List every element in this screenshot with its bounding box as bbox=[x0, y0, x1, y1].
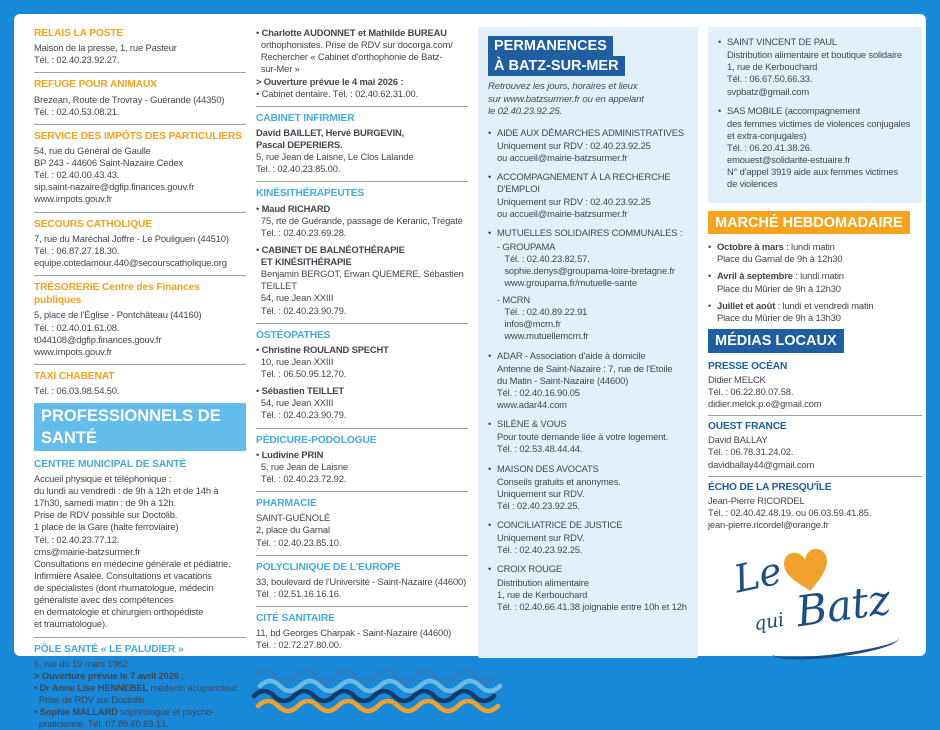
text-line: Tél. : 02.40.23.92.25. bbox=[497, 544, 583, 556]
text-line: • Christine ROULAND SPECHT bbox=[256, 343, 389, 355]
text-line: - MCRN bbox=[497, 294, 530, 306]
text-line: 54, rue Jean XXIII bbox=[256, 397, 334, 409]
bullet-dot: • bbox=[488, 349, 492, 361]
section-title: CENTRE MUNICIPAL DE SANTÉ bbox=[34, 458, 187, 470]
text-line: Conseils gratuits et anonymes. bbox=[497, 475, 621, 487]
media-section bbox=[708, 415, 922, 471]
text-line: - GROUPAMA bbox=[497, 240, 556, 252]
text-line: du lundi au vendredi : de 9h à 12h et de 14h à bbox=[34, 485, 219, 497]
section bbox=[256, 323, 468, 422]
text-line: > Ouverture prévue le 7 avril 2026 : bbox=[34, 669, 185, 681]
text-line: le 02.40.23.92.25. bbox=[488, 106, 563, 118]
text-line: 5, rue Jean de Laisne bbox=[256, 460, 348, 472]
bullet-item bbox=[488, 171, 688, 221]
section-title: TRÉSORERIE Centre des Finances publiques bbox=[34, 282, 200, 307]
text-line: David BAILLET, Hervé BURGEVIN, bbox=[256, 126, 405, 138]
permanences-banner-line2: À BATZ-SUR-MER bbox=[488, 56, 625, 76]
bullet-dot: • bbox=[488, 418, 492, 430]
medias-banner-wrap bbox=[708, 329, 922, 353]
text-line: Juillet et août : lundi et vendredi matin bbox=[717, 299, 874, 311]
text-line: ET KINÉSITHÉRAPIE bbox=[260, 256, 352, 268]
bullet-item bbox=[488, 563, 688, 613]
text-line: Tél. : 02.40.23.77.12. bbox=[34, 533, 120, 545]
section bbox=[256, 491, 468, 549]
text-line: 6, rue du 19 mars 1962 bbox=[34, 657, 128, 669]
market-item bbox=[708, 270, 922, 294]
text-line: Tél. : 02.40.23.92.27. bbox=[34, 54, 120, 66]
text-line: Pour toute demande liée à votre logement. bbox=[497, 431, 669, 443]
bullet-dot: • bbox=[488, 462, 492, 474]
item-body bbox=[497, 350, 688, 412]
text-line: Accueil physique et téléphonique : bbox=[34, 472, 172, 484]
bullet-dot: • bbox=[488, 227, 492, 239]
text-line: emouest@solidarite-estuaire.fr bbox=[727, 154, 851, 166]
item-body bbox=[497, 418, 688, 455]
text-line: Tel. : 02.40.23.85.00. bbox=[256, 163, 341, 175]
item-body bbox=[717, 270, 844, 294]
section-title: POLYCLINIQUE DE L'EUROPE bbox=[256, 561, 401, 573]
text-line: Tél. : 02.51.16.16.16. bbox=[256, 587, 342, 599]
text-line: Brezean, Route de Trovray - Guérande (44350) bbox=[34, 93, 225, 105]
text-line: et extra-conjugales) bbox=[727, 129, 807, 141]
item-body bbox=[497, 519, 688, 556]
text-line: ou accueil@mairie-batzsurmer.fr bbox=[497, 151, 628, 163]
media-section-title: PRESSE OCÉAN bbox=[708, 360, 788, 372]
text-line: Jean-Pierre RICORDEL bbox=[708, 494, 805, 506]
media-list bbox=[708, 360, 922, 532]
market-item bbox=[708, 241, 922, 265]
text-line: en dermatologie et chirurgien orthopédiste bbox=[34, 606, 204, 618]
section bbox=[34, 637, 246, 730]
item-body bbox=[497, 227, 688, 342]
text-line: Tél. : 06.87.27.18.30. bbox=[34, 244, 120, 256]
text-line: Uniquement sur RDV. bbox=[497, 487, 585, 499]
section-title: PÔLE SANTÉ « LE PALUDIER » bbox=[34, 643, 184, 655]
text-line: Tél. : 02.72.27.80.00. bbox=[256, 639, 342, 651]
text-line: > Ouverture prévue le 4 mai 2026 : bbox=[256, 75, 404, 87]
item-body bbox=[727, 105, 912, 191]
section-title: KINÉSITHÉRAPEUTES bbox=[256, 188, 365, 200]
medias-banner: MÉDIAS LOCAUX bbox=[708, 329, 844, 353]
text-line: de spécialistes (dont rhumatologue, médecin bbox=[34, 582, 214, 594]
text-line: Tél. : 02.40.00.43.43. bbox=[34, 169, 120, 181]
text-line: 1, rue de Kerbouchard bbox=[497, 588, 588, 600]
solidarity-panel bbox=[708, 27, 922, 203]
item-title: CONCILIATRICE DE JUSTICE bbox=[497, 519, 623, 531]
section bbox=[256, 181, 468, 316]
section bbox=[34, 275, 246, 358]
text-line: • CABINET DE BALNÉOTHÉRAPIE bbox=[256, 243, 405, 255]
text-line: Place du Garnal de 9h à 12h30 bbox=[717, 253, 843, 265]
column-1-services bbox=[34, 27, 246, 730]
text-line: 5, place de l'Église - Pontchâteau (44160) bbox=[34, 309, 202, 321]
banner-wrap bbox=[34, 403, 246, 451]
text-line: généraliste avec des compétences bbox=[34, 594, 174, 606]
text-line: sur-Mer » bbox=[256, 63, 300, 75]
text-line: Distribution alimentaire et boutique solidaire bbox=[727, 49, 902, 61]
text-line: des femmes victimes de violences conjugales bbox=[727, 117, 911, 129]
text-line: Tél. : 02.40.23.82.57. bbox=[497, 252, 590, 264]
text-line: 10, rue Jean XXIII bbox=[256, 355, 334, 367]
text-line: orthophonistes. Prise de RDV sur docorga.com/ bbox=[256, 39, 453, 51]
text-line: Tél : 02.40.23.92.25. bbox=[497, 499, 580, 511]
text-line: www.mutuellemcrn.fr bbox=[497, 330, 589, 342]
text-line: Tél. : 02.40.89.22.91 bbox=[497, 306, 588, 318]
text-line: infos@mcrn.fr bbox=[497, 318, 561, 330]
text-line: • Ludivine PRIN bbox=[256, 448, 324, 460]
column-4-solidarite-medias bbox=[708, 27, 922, 656]
text-line: Rechercher « Cabinet d'orthophonie de Batz- bbox=[256, 51, 443, 63]
item-title: MUTUELLES SOLIDAIRES COMMUNALES : bbox=[497, 227, 683, 239]
text-line: Tél. : 02.40.23.69.28. bbox=[256, 226, 347, 238]
section bbox=[34, 27, 246, 66]
text-line: Tél. : 02.40.23.90.79. bbox=[256, 409, 347, 421]
item-title: AIDE AUX DÉMARCHES ADMINISTRATIVES bbox=[497, 126, 684, 138]
text-line: • Charlotte AUDONNET et Mathilde BUREAU bbox=[256, 27, 447, 38]
text-line: jean-pierre.ricordel@orange.fr bbox=[708, 519, 829, 531]
logo-swash bbox=[772, 637, 901, 665]
text-line: ou accueil@mairie-batzsurmer.fr bbox=[497, 208, 628, 220]
text-line: Prise de RDV sur Doctolib. bbox=[34, 694, 147, 706]
text-line: sophie.denys@groupama-loire-bretagne.fr bbox=[497, 264, 675, 276]
media-section-title: ÉCHO DE LA PRESQU'ÎLE bbox=[708, 481, 832, 493]
text-line: Uniquement sur RDV. bbox=[497, 532, 585, 544]
section-title: PÉDICURE-PODOLOGUE bbox=[256, 434, 377, 446]
text-line: • Sophie MALLARD sophrologue et psycho- bbox=[34, 706, 215, 718]
text-line: Tél. : 02.40.66.41.38 joignable entre 10h et 12h bbox=[497, 600, 687, 612]
text-line: 17h30, samedi matin : de 9h à 12h. bbox=[34, 497, 176, 509]
text-line: 33, boulevard de l'Université - Saint-Nazaire (44600) bbox=[256, 575, 467, 587]
text-line: Tél. : 02.40.01.61.08. bbox=[34, 321, 120, 333]
text-line: Distribution alimentaire bbox=[497, 576, 589, 588]
text-line: N° d'appel 3919 aide aux femmes victimes bbox=[727, 166, 898, 178]
text-line: 54, rue Jean XXIII bbox=[256, 292, 334, 304]
text-line: Tél. : 06.22.80.07.58. bbox=[708, 385, 794, 397]
text-line: Didier MELCK bbox=[708, 373, 766, 385]
item-title: MAISON DES AVOCATS bbox=[497, 462, 599, 474]
section bbox=[256, 27, 468, 100]
text-line: BP 243 - 44606 Saint-Nazaire Cedex bbox=[34, 157, 183, 169]
text-line: sip.saint-nazaire@dgfip.finances.gouv.fr bbox=[34, 181, 195, 193]
text-line: svpbatz@gmail.com bbox=[727, 85, 809, 97]
text-line: • Maud RICHARD bbox=[256, 202, 331, 214]
section-title: RELAIS LA POSTE bbox=[34, 28, 124, 39]
text-line: Tél. : 02.40.16.90.05 bbox=[497, 386, 580, 398]
text-line: Prise de RDV possible sur Doctolib. bbox=[34, 509, 178, 521]
marche-banner-wrap bbox=[708, 211, 922, 235]
item-body bbox=[497, 171, 688, 221]
column-3-permanences bbox=[478, 27, 698, 658]
logo-le: Le bbox=[729, 548, 786, 602]
media-section bbox=[708, 360, 922, 411]
section-title: OSTÉOPATHES bbox=[256, 329, 331, 341]
media-section bbox=[708, 476, 922, 532]
section-title: PHARMACIE bbox=[256, 498, 317, 510]
text-line: Infirmière Asalée. Consultations et vacations bbox=[34, 569, 212, 581]
text-line: Pascal DEPERIERS. bbox=[256, 139, 343, 151]
section bbox=[256, 606, 468, 651]
section bbox=[34, 124, 246, 206]
section bbox=[256, 106, 468, 176]
text-line: • Dr Anne Lise HENNEBEL médecin acupuncteur. bbox=[34, 681, 240, 693]
section bbox=[256, 555, 468, 600]
text-line: Tél. : 02.40.42.48.19. ou 06.03.59.41.85. bbox=[708, 507, 872, 518]
item-body bbox=[497, 563, 688, 613]
section bbox=[256, 428, 468, 486]
item-body bbox=[497, 127, 688, 164]
bullet-item bbox=[718, 105, 912, 191]
permanences-intro bbox=[488, 81, 688, 118]
text-line: Place du Mûrier de 9h à 13h30 bbox=[717, 311, 841, 323]
text-line: Avril à septembre : lundi matin bbox=[717, 270, 844, 282]
item-title: SAS MOBILE (accompagnement bbox=[727, 104, 861, 116]
section bbox=[34, 364, 246, 397]
bullet-dot: • bbox=[488, 563, 492, 575]
text-line: davidballay44@gmail.com bbox=[708, 458, 815, 470]
bullet-dot: • bbox=[718, 104, 722, 116]
text-line: 5, rue Jean de Laisne, Le Clos Lalande bbox=[256, 151, 414, 163]
text-line: www.adar44.com bbox=[497, 399, 567, 411]
text-line: Place du Mûrier de 9h à 12h30 bbox=[717, 282, 841, 294]
bullet-dot: • bbox=[488, 519, 492, 531]
text-line: Retrouvez les jours, horaires et lieux bbox=[488, 81, 638, 93]
text-line: sur www.batzsurmer.fr ou en appelant bbox=[488, 93, 644, 105]
text-line: 1, rue de Kerbouchard bbox=[727, 61, 818, 73]
logo bbox=[708, 548, 922, 671]
text-line: Octobre à mars : lundi matin bbox=[717, 241, 835, 253]
logo-batz: Batz bbox=[793, 574, 894, 637]
section-title: SECOURS CATHOLIQUE bbox=[34, 218, 153, 230]
text-line: Tél. : 02.40.23.90.79. bbox=[256, 304, 347, 316]
bullet-dot: • bbox=[708, 270, 712, 282]
bullet-dot: • bbox=[708, 299, 712, 311]
section-title: CABINET INFIRMIER bbox=[256, 112, 355, 124]
text-line: Benjamin BERGOT, Erwan QUEMERE, Sébastien bbox=[256, 268, 464, 280]
text-line: Consultations en médecine générale et pédiatrie. bbox=[34, 557, 231, 569]
section bbox=[34, 212, 246, 270]
bullet-item bbox=[488, 350, 688, 412]
text-line: 7, rue du Maréchal Joffre - Le Pouliguen (44510) bbox=[34, 232, 229, 244]
text-line: 54, rue du Général de Gaulle bbox=[34, 144, 151, 156]
permanences-banner-line1: PERMANENCES bbox=[488, 36, 613, 56]
text-line: 2, place du Garnal bbox=[256, 524, 330, 536]
text-line: Tél. : 06.78.31.24.02. bbox=[708, 446, 794, 458]
section bbox=[34, 72, 246, 117]
logo-qui: qui bbox=[752, 609, 786, 636]
text-line: Tél. : 02.40.23.72.92. bbox=[256, 473, 347, 484]
item-title: CROIX ROUGE bbox=[497, 563, 563, 575]
permanences-banner bbox=[488, 36, 688, 76]
text-line: 11, bd Georges Charpak - Saint-Nazaire (44600) bbox=[256, 627, 452, 639]
waves-icon bbox=[256, 663, 468, 716]
text-line: du Matin - Saint-Nazaire (44600) bbox=[497, 374, 629, 386]
bullet-item bbox=[488, 519, 688, 556]
item-title: ADAR - Association d'aide à domicile bbox=[497, 349, 646, 361]
text-line: Tél. : 02.40.23.85.10. bbox=[256, 536, 342, 548]
item-body bbox=[717, 300, 873, 324]
text-line: David BALLAY bbox=[708, 434, 768, 446]
text-line: Tél. : 02.53.48.44.44. bbox=[497, 443, 583, 455]
text-line: www.impots.gouv.fr bbox=[34, 193, 112, 205]
permanences-list bbox=[488, 127, 688, 613]
item-body bbox=[717, 241, 842, 265]
text-line: de violences bbox=[727, 178, 778, 190]
text-line: Tél. : 06.03.98.54.50. bbox=[34, 385, 120, 397]
text-line: • Sébastien TEILLET bbox=[256, 385, 344, 397]
media-section-title: OUEST FRANCE bbox=[708, 421, 787, 433]
text-line: • Cabinet dentaire. Tél. : 02.40.62.31.00. bbox=[256, 87, 419, 99]
section bbox=[34, 458, 246, 631]
text-line: Uniquement sur RDV : 02.40.23.92.25 bbox=[497, 196, 651, 208]
text-line: praticienne. Tél. 07.89.60.69.13. bbox=[34, 718, 169, 730]
text-line: www.impots.gouv.fr bbox=[34, 345, 112, 357]
bullet-item bbox=[718, 36, 912, 98]
text-line: 1 place de la Gare (halte ferroviaire) bbox=[34, 521, 179, 533]
text-line: Tél. : 06.67.50.66.33. bbox=[727, 73, 813, 85]
text-line: SAINT-GUÉNOLÉ bbox=[256, 512, 331, 524]
market-list bbox=[708, 241, 922, 324]
bullet-dot: • bbox=[488, 170, 492, 182]
directory-page bbox=[14, 14, 926, 730]
text-line: 75, rte de Guérande, passage de Keranic, Trégaté bbox=[256, 214, 463, 226]
text-line: Uniquement sur RDV : 02.40.23.92.25 bbox=[497, 139, 651, 151]
text-line: Maison de la presse, 1, rue Pasteur bbox=[34, 42, 177, 54]
text-line: Tél. : 06.20.41.38.26. bbox=[727, 142, 813, 153]
text-line: www.groupama.fr/mutuelle-sante bbox=[497, 276, 637, 288]
item-body bbox=[497, 463, 688, 513]
text-line: TEILLET bbox=[256, 280, 297, 292]
text-line: et traumatologue). bbox=[34, 618, 108, 630]
text-line: t044108@dgfip.finances.gouv.fr bbox=[34, 333, 162, 345]
text-line: Tél. : 06.50.95.12.70. bbox=[256, 368, 347, 380]
text-line: cms@mairie-batzsurmer.fr bbox=[34, 545, 141, 557]
bullet-item bbox=[488, 227, 688, 342]
bullet-dot: • bbox=[488, 126, 492, 138]
section-title: TAXI CHABENAT bbox=[34, 370, 115, 382]
item-title: SILÈNE & VOUS bbox=[497, 418, 567, 430]
text-line: Antenne de Saint-Nazaire : 7, rue de l'Etoile bbox=[497, 362, 673, 374]
text-line: equipe.cotedamour.440@secourscatholique.org bbox=[34, 257, 227, 268]
bullet-item bbox=[488, 418, 688, 455]
text-line: didier.melck.p.o@gmail.com bbox=[708, 398, 822, 410]
column-2-sante bbox=[256, 27, 468, 656]
professionnels-banner: PROFESSIONNELS DE SANTÉ bbox=[34, 403, 246, 451]
section-title: CITÉ SANITAIRE bbox=[256, 613, 335, 625]
item-title: ACCOMPAGNEMENT À LA RECHERCHE D'EMPLOI bbox=[497, 170, 671, 195]
text-line: Tél. : 02.40.53.08.21. bbox=[34, 105, 120, 117]
item-body bbox=[727, 36, 912, 98]
section-title: SERVICE DES IMPÔTS DES PARTICULIERS bbox=[34, 130, 242, 142]
bullet-dot: • bbox=[708, 241, 712, 253]
marche-banner: MARCHÉ HEBDOMADAIRE bbox=[708, 211, 910, 235]
bullet-item bbox=[488, 127, 688, 164]
bullet-item bbox=[488, 463, 688, 513]
bullet-dot: • bbox=[718, 36, 722, 47]
market-item bbox=[708, 300, 922, 324]
item-title: SAINT VINCENT DE PAUL bbox=[727, 36, 837, 47]
section-title: REFUGE POUR ANIMAUX bbox=[34, 79, 157, 91]
